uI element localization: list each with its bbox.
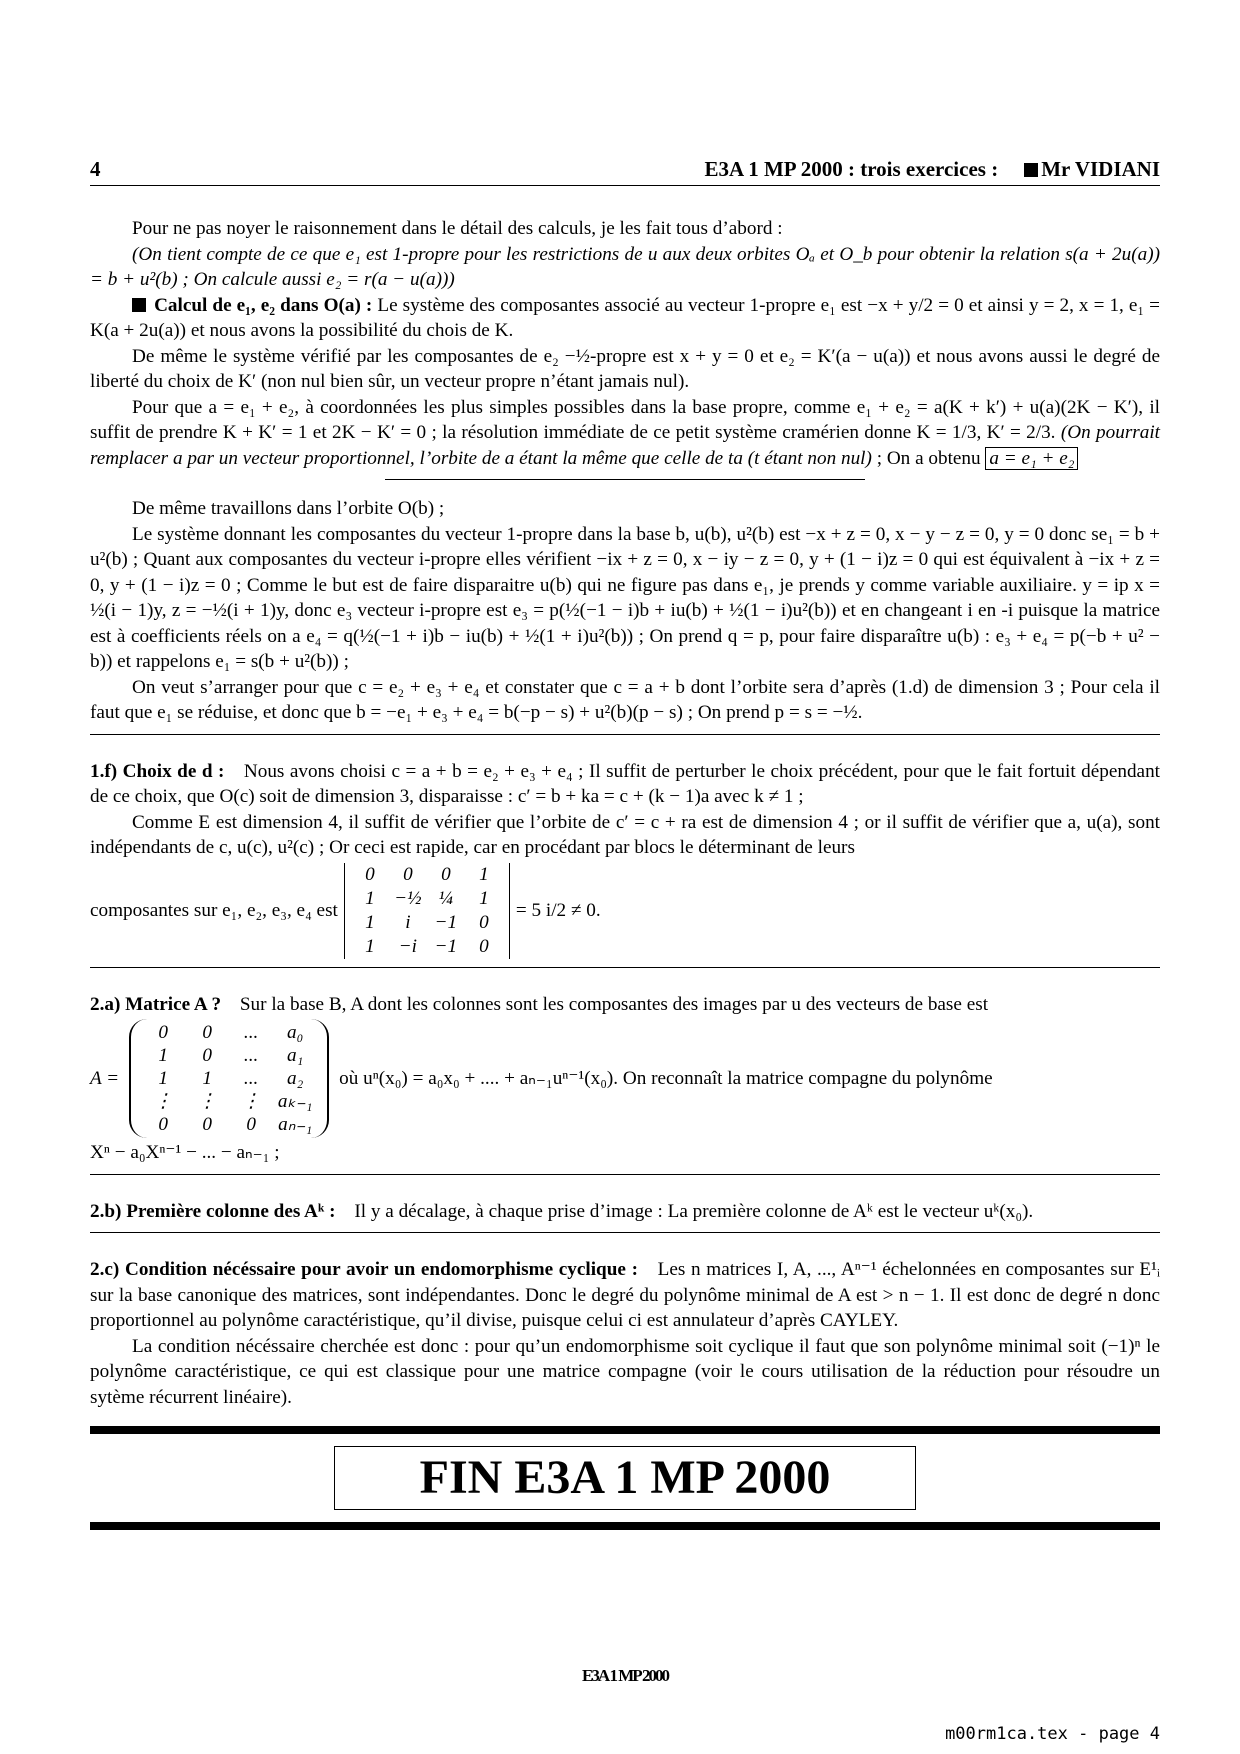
calc-text: Le système des composantes associé au vecteur 1-propre e₁ est −x + y/2 = 0 et ainsi y = 2, x = 1, e₁ = K(a + 2u(a)) et nous avons la possibilité du chois de K. — [90, 294, 1160, 341]
determinant-row — [90, 863, 1160, 959]
determinant-cell: −1 — [434, 935, 458, 957]
determinant-cell: −½ — [394, 887, 422, 909]
determinant-matrix — [344, 863, 510, 959]
page-header — [90, 157, 1160, 186]
determinant-cell: −i — [398, 935, 418, 957]
calc-heading: Calcul de e₁, e₂ dans O(a) : — [154, 294, 373, 316]
determinant-cell: 0 — [403, 863, 413, 885]
p4-end: ; On a obtenu — [876, 447, 981, 469]
matrix-cell: aₖ₋₁ — [277, 1091, 313, 1112]
p4-text: Pour que a = e₁ + e₂, à coordonnées les plus simples possibles dans la base propre, comme e₁ + e₂ = a(K + k′) + u(a)(2K − K′), il suffit de prendre K + K′ = 1 et 2K − K′ = 0 ; la résolution immédiate de ce petit système cramérien donne K = 1/3, K′ = 2/3. — [90, 396, 1160, 443]
square-bullet-icon — [132, 298, 146, 312]
determinant-cell: −1 — [434, 911, 458, 933]
determinant-prefix: composantes sur e₁, e₂, e₃, e₄ est — [90, 899, 338, 921]
companion-matrix — [129, 1019, 329, 1138]
matrix-cell: ⋮ — [241, 1091, 261, 1112]
matrix-cell: ... — [243, 1045, 259, 1066]
matrix-cell: ⋮ — [153, 1091, 173, 1112]
matrix-cell: a₂ — [286, 1068, 304, 1089]
boxed-result: a = e₁ + e₂ — [985, 447, 1078, 470]
matrix-cell: 1 — [202, 1068, 212, 1089]
determinant-cell: 1 — [365, 935, 375, 957]
section-2b — [90, 1199, 1160, 1225]
section-divider — [90, 1174, 1160, 1175]
matrix-cell: 0 — [202, 1045, 212, 1066]
determinant-cell: ¼ — [438, 887, 454, 909]
section-1f-text: Nous avons choisi c = a + b = e₂ + e₃ + e₄ ; Il suffit de perturber le choix précédent, pour que le fait fortuit dépendant de ce choix, que O(c) soit de dimension 3, disparaisse : c′ = b + ka = c + (k − 1)a avec k ≠ 1 ; — [90, 760, 1160, 807]
short-divider — [385, 479, 865, 480]
matrix-cell: ... — [243, 1068, 259, 1089]
determinant-cell: 1 — [365, 887, 375, 909]
matrix-cell: a₁ — [286, 1045, 304, 1066]
paragraph-note: (On tient compte de ce que e₁ est 1-propre pour les restrictions de u aux deux orbites Oₐ et O_b pour obtenir la relation s(a + 2u(a)) = b + u²(b) ; On calcule aussi e₂ = r(a − u(a))) — [90, 243, 1160, 290]
section-1f-heading: 1.f) Choix de d : — [90, 760, 225, 782]
determinant-cell: 0 — [479, 911, 489, 933]
p4-italic: (On pourrait remplacer a par un vecteur proportionnel, l’orbite de a étant la même que celle de ta (t étant non nul) — [90, 422, 1161, 469]
header-title-group — [704, 157, 1160, 182]
matrix-cell: 0 — [202, 1022, 212, 1043]
paragraph-calc — [90, 293, 1160, 344]
matrix-cell: 1 — [158, 1068, 168, 1089]
paragraph-a-decomposition — [90, 395, 1160, 472]
determinant-cell: 1 — [479, 887, 489, 909]
section-divider — [90, 734, 1160, 735]
section-2c-heading: 2.c) Condition nécéssaire pour avoir un endomorphisme cyclique : — [90, 1259, 638, 1280]
paragraph-orbit-b: De même travaillons dans l’orbite O(b) ; — [132, 498, 445, 519]
determinant-cell: i — [405, 911, 411, 933]
determinant-cell: 0 — [441, 863, 451, 885]
page — [90, 0, 1160, 1754]
section-2c-paragraph: La condition nécéssaire cherchée est donc : pour qu’un endomorphisme soit cyclique il faut que son polynôme minimal soit (−1)ⁿ le polynôme caractéristique, ce qui est classique pour une matrice compagne (voir le cours utilisation de la réduction pour résoudre un sytème récurrent linéaire). — [90, 1335, 1160, 1408]
companion-matrix-row — [90, 1019, 1160, 1138]
matrix-cell: 0 — [158, 1022, 168, 1043]
section-2a — [90, 992, 1160, 1018]
section-2a-heading: 2.a) Matrice A ? — [90, 993, 222, 1015]
header-title: E3A 1 MP 2000 : trois exercices : — [704, 157, 999, 181]
footer-title: E3A 1 MP 2000 — [582, 1666, 668, 1685]
paragraph-intro: Pour ne pas noyer le raisonnement dans le détail des calculs, je les fait tous d’abord : — [132, 218, 783, 239]
header-author-group — [1024, 157, 1160, 182]
matrix-cell: ⋮ — [197, 1091, 217, 1112]
paragraph-e2: De même le système vérifié par les composantes de e₂ −½-propre est x + y = 0 et e₂ = K′(a − u(a)) et nous avons aussi le degré de liberté du choix de K′ (non nul bien sûr, un vecteur propre n’étant jamais nul). — [90, 345, 1160, 392]
section-2b-text: Il y a décalage, à chaque prise d’image : La première colonne de Aᵏ est le vecteur uᵏ(x₀). — [354, 1200, 1034, 1222]
matrix-cell: 0 — [158, 1114, 168, 1135]
matrix-cell: a₀ — [286, 1022, 304, 1043]
section-1f — [90, 759, 1160, 810]
paragraph-system-b: Le système donnant les composantes du vecteur 1-propre dans la base b, u(b), u²(b) est −x + z = 0, x − y − z = 0, y = 0 donc se₁ = b + u²(b) ; Quant aux composantes du vecteur i-propre elles vérifient −ix + z = 0, x − iy − z = 0, y + (1 − i)z = 0 qui est équivalent à −ix + z = 0, y + (1 − i)z = 0 ; Comme le but est de faire disparaitre u(b) qui ne figure pas dans e₁, je prends y comme variable auxiliaire. y = ip x = ½(i − 1)y, z = −½(i + 1)y, donc e₃ vecteur i-propre est e₃ = p(½(−1 − i)b + iu(b) + ½(1 − i)u²(b)) et en changeant i en -i puisque la matrice est à coefficients réels on a e₄ = q(½(−1 + i)b − iu(b) + ½(1 + i)u²(b)) ; On prend q = p, pour faire disparaître u(b) : e₃ + e₄ = p(−b + u² − b)) et rappelons e₁ = s(b + u²(b)) ; — [90, 523, 1160, 672]
end-banner: FIN E3A 1 MP 2000 — [334, 1446, 916, 1510]
matrix-polynomial: Xⁿ − a₀Xⁿ⁻¹ − ... − aₙ₋₁ ; — [90, 1142, 280, 1163]
section-2c-text: Les n matrices I, A, ..., Aⁿ⁻¹ échelonnées en composantes sur E¹ᵢ sur la base canonique des matrices, sont indépendantes. Donc le degré du polynôme minimal de A est > n − 1. Il est donc de degré n donc proportionnel au polynôme caractéristique, qu’il divise, puisque celui ci est annulateur d’après CAYLEY. — [90, 1259, 1160, 1331]
determinant-cell: 1 — [365, 911, 375, 933]
matrix-cell: 0 — [246, 1114, 256, 1135]
document-body — [90, 216, 1160, 1530]
section-divider — [90, 1232, 1160, 1233]
matrix-cell: aₙ₋₁ — [278, 1114, 313, 1135]
section-2c — [90, 1257, 1160, 1334]
matrix-cell: 1 — [158, 1045, 168, 1066]
matrix-cell: 0 — [202, 1114, 212, 1135]
determinant-cell: 0 — [479, 935, 489, 957]
header-author: Mr VIDIANI — [1041, 157, 1160, 181]
section-divider — [90, 967, 1160, 968]
footer-filename: m00rm1ca.tex - page 4 — [945, 1724, 1160, 1744]
determinant-cell: 1 — [479, 863, 489, 885]
section-2a-text: Sur la base B, A dont les colonnes sont les composantes des images par u des vecteurs de base est — [239, 993, 989, 1015]
section-1f-paragraph: Comme E est dimension 4, il suffit de vérifier que l’orbite de c′ = c + ra est de dimension 4 ; or il suffit de vérifier que a, u(a), sont indépendants de c, u(c), u²(c) ; Or ceci est rapide, car en procédant par blocs le déterminant de leurs — [90, 811, 1160, 858]
section-2b-heading: 2.b) Première colonne des Aᵏ : — [90, 1200, 336, 1222]
determinant-result: = 5 i/2 ≠ 0. — [515, 899, 601, 921]
page-number: 4 — [90, 157, 101, 181]
determinant-cell: 0 — [365, 863, 375, 885]
matrix-suffix: où uⁿ(x₀) = a₀x₀ + .... + aₙ₋₁uⁿ⁻¹(x₀). On reconnaît la matrice compagne du polynôme — [339, 1067, 993, 1089]
matrix-prefix: A = — [90, 1067, 120, 1089]
square-bullet-icon — [1024, 163, 1038, 177]
matrix-cell: ... — [243, 1022, 259, 1043]
paragraph-arrange: On veut s’arranger pour que c = e₂ + e₃ + e₄ et constater que c = a + b dont l’orbite sera d’après (1.d) de dimension 3 ; Pour cela il faut que e₁ se réduise, et donc que b = −e₁ + e₃ + e₄ = b(−p − s) + u²(b)(p − s) ; On prend p = s = −½. — [90, 676, 1160, 723]
end-bar-bottom — [90, 1522, 1160, 1530]
end-bar-top — [90, 1426, 1160, 1434]
